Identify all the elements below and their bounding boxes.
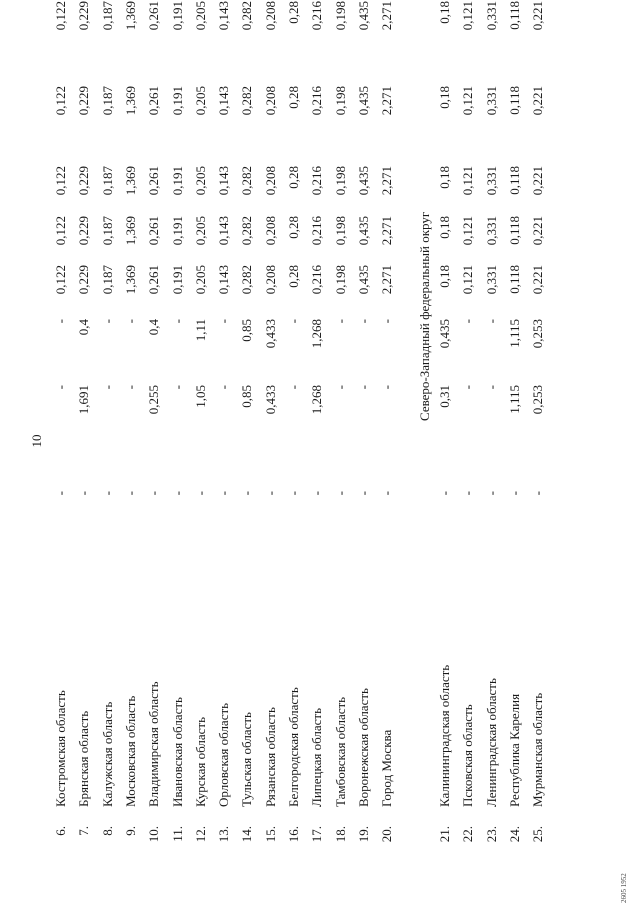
value-cell: 0,191: [169, 265, 185, 295]
value-cell: -: [506, 491, 522, 496]
value-cell: -: [355, 491, 371, 496]
value-cell: 0,118: [506, 1, 522, 30]
value-cell: 0,143: [216, 1, 232, 31]
row-number: 25.: [530, 826, 546, 843]
value-cell: 0,4: [76, 319, 92, 336]
value-cell: 0,18: [437, 166, 452, 189]
value-cell: 0,28: [286, 166, 301, 189]
value-cell: -: [169, 491, 185, 496]
value-cell: 0,122: [53, 166, 68, 196]
value-cell: 0,208: [262, 166, 278, 196]
row-number: 17.: [309, 826, 325, 843]
row-number: 21.: [437, 826, 452, 843]
table-row: [53, 0, 75, 905]
value-cell: 0,331: [483, 1, 499, 31]
value-cell: -: [460, 491, 476, 496]
value-cell: 0,331: [483, 216, 499, 246]
value-cell: -: [239, 491, 255, 496]
value-cell: 0,18: [437, 1, 452, 24]
value-cell: 0,187: [99, 166, 115, 196]
table-row: [123, 0, 145, 905]
value-cell: -: [379, 491, 395, 496]
value-cell: 1,369: [122, 166, 138, 196]
value-cell: 0,433: [262, 319, 278, 349]
value-cell: -: [460, 319, 476, 324]
value-cell: 0,261: [146, 265, 162, 295]
value-cell: 0,122: [53, 265, 68, 295]
table-row: [76, 0, 98, 905]
region-name: Ивановская область: [169, 697, 185, 807]
value-cell: -: [309, 491, 325, 496]
value-cell: -: [53, 385, 68, 390]
value-cell: 0,118: [506, 216, 522, 245]
value-cell: 0,28: [286, 216, 301, 239]
value-cell: -: [379, 319, 395, 324]
value-cell: 0,122: [53, 216, 68, 246]
value-cell: 0,18: [437, 86, 452, 109]
value-cell: 0,216: [309, 265, 325, 295]
value-cell: 0,191: [169, 1, 185, 31]
value-cell: 0,121: [460, 86, 476, 116]
value-cell: 0,28: [286, 1, 301, 24]
value-cell: -: [53, 491, 68, 496]
region-name: Калужская область: [99, 701, 115, 807]
value-cell: 0,331: [483, 265, 499, 295]
value-cell: -: [169, 319, 185, 324]
page-number: 10: [29, 434, 44, 448]
value-cell: 0,205: [192, 265, 208, 295]
value-cell: -: [216, 491, 232, 496]
value-cell: -: [122, 319, 138, 324]
value-cell: -: [76, 491, 92, 496]
value-cell: -: [530, 491, 546, 496]
value-cell: 0,282: [239, 86, 255, 116]
value-cell: 0,229: [76, 216, 92, 246]
value-cell: 0,187: [99, 265, 115, 295]
value-cell: -: [332, 491, 348, 496]
table-row: [460, 0, 482, 905]
value-cell: 0,187: [99, 86, 115, 116]
value-cell: 0,216: [309, 1, 325, 31]
value-cell: -: [262, 491, 278, 496]
value-cell: 0,198: [332, 216, 348, 246]
table-row: [333, 0, 355, 905]
value-cell: 0,121: [460, 1, 476, 31]
value-cell: 1,369: [122, 216, 138, 246]
value-cell: 1,05: [192, 385, 208, 408]
value-cell: 0,205: [192, 1, 208, 31]
value-cell: -: [216, 385, 232, 390]
row-number: 18.: [332, 826, 348, 843]
region-name: Липецкая область: [309, 707, 325, 807]
table-row: [239, 0, 261, 905]
row-number: 11.: [169, 826, 185, 842]
region-name: Тамбовская область: [332, 696, 348, 807]
value-cell: 2,271: [379, 86, 395, 116]
value-cell: 0,191: [169, 166, 185, 196]
table-row: [170, 0, 192, 905]
value-cell: 0,118: [506, 86, 522, 115]
row-number: 14.: [239, 826, 255, 843]
row-number: 7.: [76, 826, 92, 836]
value-cell: -: [286, 385, 301, 390]
value-cell: 0,433: [262, 385, 278, 415]
value-cell: -: [99, 385, 115, 390]
value-cell: 0,221: [530, 86, 546, 116]
value-cell: 0,143: [216, 166, 232, 196]
value-cell: 0,198: [332, 86, 348, 116]
value-cell: 0,221: [530, 1, 546, 31]
value-cell: 1,369: [122, 1, 138, 31]
region-name: Тульская область: [239, 712, 255, 807]
row-number: 19.: [355, 826, 371, 843]
value-cell: 1,369: [122, 86, 138, 116]
value-cell: 0,118: [506, 265, 522, 294]
row-number: 24.: [506, 826, 522, 843]
value-cell: 1,11: [192, 319, 208, 342]
value-cell: 0,216: [309, 166, 325, 196]
table-row: [309, 0, 331, 905]
region-name: Курская область: [192, 716, 208, 807]
value-cell: 0,205: [192, 216, 208, 246]
value-cell: 1,691: [76, 385, 92, 415]
value-cell: 0,255: [146, 385, 162, 415]
value-cell: 0,187: [99, 216, 115, 246]
table-row: [437, 0, 459, 905]
row-number: 22.: [460, 826, 476, 843]
value-cell: 0,31: [437, 385, 452, 408]
row-number: 15.: [262, 826, 278, 843]
table-row: [100, 0, 122, 905]
value-cell: 0,331: [483, 86, 499, 116]
value-cell: 0,282: [239, 1, 255, 31]
value-cell: 0,216: [309, 86, 325, 116]
region-name: Воронежская область: [355, 688, 371, 807]
value-cell: 2,271: [379, 166, 395, 196]
region-name: Рязанская область: [262, 707, 278, 807]
value-cell: 0,208: [262, 265, 278, 295]
value-cell: 0,435: [355, 1, 371, 31]
value-cell: 0,4: [146, 319, 162, 336]
value-cell: -: [379, 385, 395, 390]
table-row: [263, 0, 285, 905]
value-cell: -: [53, 319, 68, 324]
value-cell: -: [192, 491, 208, 496]
region-name: Ленинградская область: [483, 678, 499, 807]
row-number: 8.: [99, 826, 115, 836]
region-name: Белгородская область: [286, 687, 301, 807]
value-cell: 0,198: [332, 166, 348, 196]
value-cell: 0,282: [239, 166, 255, 196]
value-cell: 0,435: [355, 216, 371, 246]
value-cell: 0,85: [239, 385, 255, 408]
value-cell: -: [437, 491, 452, 496]
row-number: 9.: [122, 826, 138, 836]
table-row: [286, 0, 308, 905]
value-cell: 2,271: [379, 216, 395, 246]
value-cell: 0,143: [216, 216, 232, 246]
value-cell: -: [122, 491, 138, 496]
section-heading: Северо-Западный федеральный округ: [417, 211, 432, 421]
row-number: 12.: [192, 826, 208, 843]
value-cell: 0,331: [483, 166, 499, 196]
value-cell: 0,18: [437, 216, 452, 239]
region-name: Город Москва: [379, 729, 395, 807]
value-cell: 0,282: [239, 265, 255, 295]
value-cell: 1,115: [506, 385, 522, 414]
value-cell: 0,85: [239, 319, 255, 342]
value-cell: -: [355, 385, 371, 390]
table-row: [356, 0, 378, 905]
table-row: [507, 0, 529, 905]
region-name: Мурманская область: [530, 692, 546, 807]
value-cell: 0,18: [437, 265, 452, 288]
value-cell: 0,261: [146, 216, 162, 246]
value-cell: 0,208: [262, 216, 278, 246]
region-name: Орловская область: [216, 702, 232, 807]
value-cell: 0,261: [146, 86, 162, 116]
value-cell: 2,271: [379, 265, 395, 295]
value-cell: 0,253: [530, 385, 546, 415]
region-name: Калининградская область: [437, 664, 452, 807]
table-row: [379, 0, 401, 905]
value-cell: 0,28: [286, 86, 301, 109]
value-cell: -: [332, 319, 348, 324]
row-number: 13.: [216, 826, 232, 843]
value-cell: 0,118: [506, 166, 522, 195]
row-number: 10.: [146, 826, 162, 843]
value-cell: 0,198: [332, 1, 348, 31]
value-cell: 0,191: [169, 216, 185, 246]
value-cell: -: [286, 319, 301, 324]
value-cell: 0,435: [437, 319, 452, 349]
value-cell: -: [99, 319, 115, 324]
value-cell: 0,205: [192, 166, 208, 196]
value-cell: 0,28: [286, 265, 301, 288]
region-name: Псковская область: [460, 704, 476, 807]
row-number: 23.: [483, 826, 499, 843]
value-cell: 2,271: [379, 1, 395, 31]
value-cell: 1,268: [309, 385, 325, 415]
value-cell: 0,229: [76, 166, 92, 196]
value-cell: 0,121: [460, 265, 476, 295]
value-cell: 0,143: [216, 265, 232, 295]
value-cell: -: [286, 491, 301, 496]
value-cell: -: [169, 385, 185, 390]
table-row: [530, 0, 552, 905]
value-cell: 0,208: [262, 86, 278, 116]
value-cell: -: [460, 385, 476, 390]
value-cell: 0,122: [53, 1, 68, 31]
value-cell: 0,261: [146, 1, 162, 31]
value-cell: -: [146, 491, 162, 496]
value-cell: 0,216: [309, 216, 325, 246]
table-row: [146, 0, 168, 905]
value-cell: -: [332, 385, 348, 390]
value-cell: -: [355, 319, 371, 324]
value-cell: 0,191: [169, 86, 185, 116]
value-cell: -: [483, 491, 499, 496]
value-cell: 1,369: [122, 265, 138, 295]
value-cell: 1,268: [309, 319, 325, 349]
value-cell: 0,435: [355, 166, 371, 196]
value-cell: 0,187: [99, 1, 115, 31]
value-cell: -: [122, 385, 138, 390]
region-name: Республика Карелия: [506, 693, 522, 807]
value-cell: 0,121: [460, 216, 476, 246]
region-name: Владимирская область: [146, 681, 162, 807]
value-cell: 0,208: [262, 1, 278, 31]
region-name: Московская область: [122, 695, 138, 807]
table-row: [484, 0, 506, 905]
value-cell: -: [99, 491, 115, 496]
value-cell: 0,229: [76, 265, 92, 295]
row-number: 16.: [286, 826, 301, 843]
region-name: Брянская область: [76, 710, 92, 807]
value-cell: -: [483, 319, 499, 324]
value-cell: 0,221: [530, 265, 546, 295]
value-cell: 0,122: [53, 86, 68, 116]
value-cell: 0,435: [355, 265, 371, 295]
value-cell: 0,253: [530, 319, 546, 349]
table-row: [216, 0, 238, 905]
row-number: 20.: [379, 826, 395, 843]
value-cell: 0,229: [76, 86, 92, 116]
value-cell: 0,198: [332, 265, 348, 295]
value-cell: 0,229: [76, 1, 92, 31]
table-row: [193, 0, 215, 905]
value-cell: 0,121: [460, 166, 476, 196]
value-cell: 0,221: [530, 216, 546, 246]
row-number: 6.: [53, 826, 68, 836]
value-cell: 0,143: [216, 86, 232, 116]
document-code: 2605 1952: [620, 873, 628, 903]
value-cell: -: [216, 319, 232, 324]
value-cell: 0,282: [239, 216, 255, 246]
value-cell: 0,261: [146, 166, 162, 196]
value-cell: 0,435: [355, 86, 371, 116]
region-name: Костромская область: [53, 690, 68, 807]
value-cell: 0,221: [530, 166, 546, 196]
value-cell: 1,115: [506, 319, 522, 348]
value-cell: 0,205: [192, 86, 208, 116]
value-cell: -: [483, 385, 499, 390]
